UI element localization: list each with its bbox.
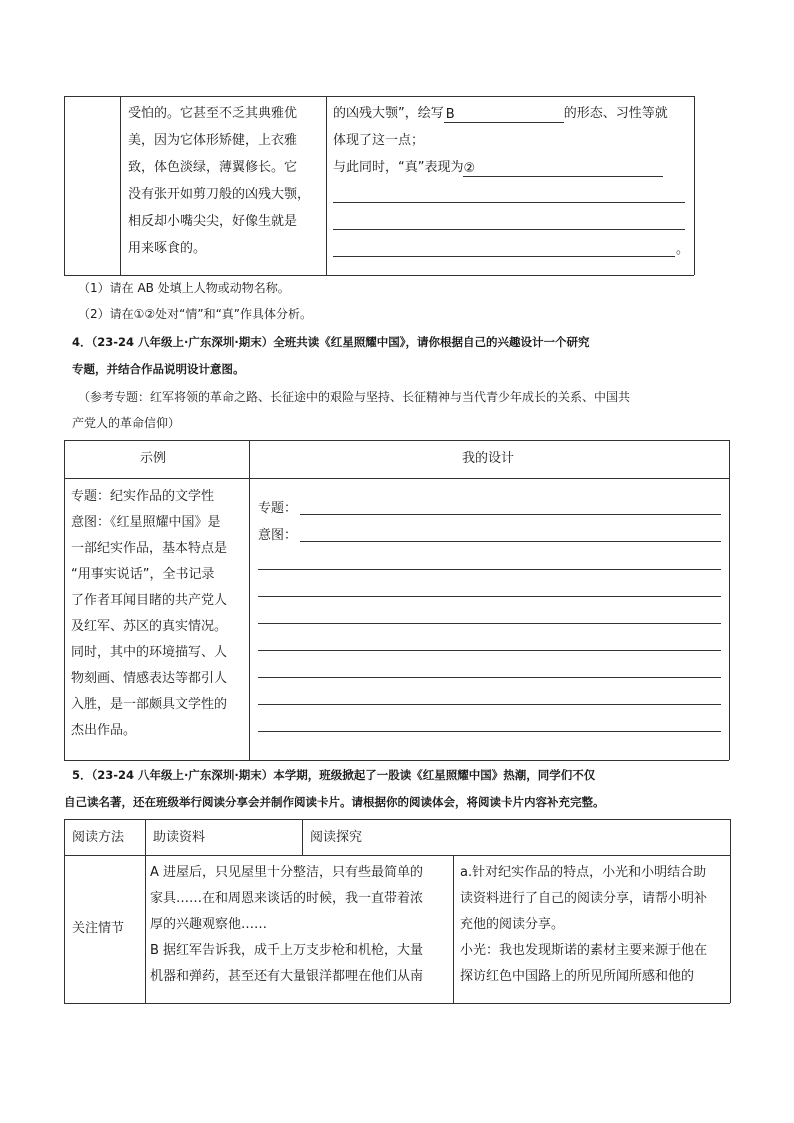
question-4-title: 4．（23-24 八年级上·广东深圳·期末）全班共读《红星照耀中国》，请你根据自己的兴趣设计一个研究 xyxy=(72,335,590,349)
sub-question-1: （1）请在 AB 处填上人物或动物名称。 xyxy=(78,281,290,295)
material-line: 厚的兴趣观察他…… xyxy=(150,917,268,932)
analysis-text: 的凶残大颚”，绘写 xyxy=(333,106,444,121)
example-line: 同时，其中的环境描写、人 xyxy=(71,645,228,660)
explore-line: 小光：我也发现斯诺的素材主要来源于他在 xyxy=(460,943,708,958)
example-line: “用事实说话”，全书记录 xyxy=(71,567,215,582)
header-reading-material: 助读资料 xyxy=(153,830,206,845)
question-4-title-cont: 专题，并结合作品说明设计意图。 xyxy=(72,362,245,376)
answer-line[interactable] xyxy=(258,731,721,732)
passage-line: 受怕的。它甚至不乏其典雅优 xyxy=(128,106,298,121)
design-intent-label: 意图： xyxy=(258,528,298,543)
passage-line: 用来啄食的。 xyxy=(128,241,207,256)
passage-line: 美，因为它体形矫健，上衣雅 xyxy=(128,133,298,148)
design-intent-line[interactable] xyxy=(300,541,721,542)
header-my-design: 我的设计 xyxy=(462,451,515,466)
design-topic-label: 专题： xyxy=(258,501,298,516)
design-topic-line[interactable] xyxy=(300,514,721,515)
example-line: 物刻画、情感表达等都引人 xyxy=(71,671,228,686)
explore-line: a.针对纪实作品的特点，小光和小明结合助 xyxy=(460,865,707,880)
reading-material-text xyxy=(150,860,450,990)
answer-line[interactable] xyxy=(333,256,675,257)
material-line: B 据红军告诉我，成千上万支步枪和机枪，大量 xyxy=(150,943,424,958)
material-line: A 进屋后，只见屋里十分整洁，只有些最简单的 xyxy=(150,865,424,880)
example-line: 一部纪实作品，基本特点是 xyxy=(71,541,228,556)
question-5-title: 5．（23-24 八年级上·广东深圳·期末）本学期，班级掀起了一股读《红星照耀中国》热潮，同学们不仅 xyxy=(72,768,596,782)
answer-line[interactable] xyxy=(258,596,721,597)
example-line: 了作者耳闻目睹的共产党人 xyxy=(71,593,228,608)
explore-line: 探访红色中国路上的所见所闻所感和他的 xyxy=(460,969,695,984)
example-line: 意图：《红星照耀中国》是 xyxy=(71,515,221,530)
answer-line[interactable] xyxy=(258,650,721,651)
explore-line: 充他的阅读分享。 xyxy=(460,917,565,932)
analysis-text: 的形态、习性等就 xyxy=(563,106,668,121)
example-line: 及红军、苏区的真实情况。 xyxy=(71,619,228,634)
blank-b[interactable]: B xyxy=(444,106,564,123)
reference-topics: （参考专题：红军将领的革命之路、长征途中的艰险与坚持、长征精神与当代青少年成长的关系、中国共 xyxy=(78,390,631,404)
analysis-text: 与此同时，“真”表现为 xyxy=(333,160,464,175)
material-line: 机器和弹药，甚至还有大量银洋都哩在他们从南 xyxy=(150,969,424,984)
sub-question-2: （2）请在①②处对“情”和“真”作具体分析。 xyxy=(78,307,313,321)
header-reading-explore: 阅读探究 xyxy=(310,830,363,845)
example-text xyxy=(71,484,247,744)
answer-line[interactable] xyxy=(258,677,721,678)
explore-line: 读资料进行了自己的阅读分享，请帮小明补 xyxy=(460,891,708,906)
analysis-text: 体现了这一点； xyxy=(333,133,425,148)
answer-line[interactable] xyxy=(258,704,721,705)
passage-line: 相反却小嘴尖尖，好像生就是 xyxy=(128,214,298,229)
reference-topics-cont: 产党人的革命信仰） xyxy=(72,416,181,430)
answer-line[interactable] xyxy=(333,202,685,203)
example-line: 专题：纪实作品的文学性 xyxy=(71,489,215,504)
example-line: 杰出作品。 xyxy=(71,723,137,738)
answer-line[interactable] xyxy=(258,623,721,624)
passage-line: 没有张开如剪刀般的凶残大颚， xyxy=(128,187,311,202)
question-5-title-cont: 自己读名著，还在班级举行阅读分享会并制作阅读卡片。请根据你的阅读体会，将阅读卡片内容补充完整。 xyxy=(64,795,605,809)
header-example: 示例 xyxy=(140,451,167,466)
material-line: 家具……在和周恩来谈话的时候，我一直带着浓 xyxy=(150,891,424,906)
reading-method: 关注情节 xyxy=(72,921,125,936)
header-reading-method: 阅读方法 xyxy=(72,830,125,845)
reading-explore-text xyxy=(460,860,728,990)
answer-line[interactable] xyxy=(258,569,721,570)
passage-text xyxy=(128,100,320,262)
example-line: 入胜，是一部颇具文学性的 xyxy=(71,697,228,712)
answer-line[interactable] xyxy=(333,229,685,230)
period-mark: 。 xyxy=(676,242,690,257)
passage-line: 致，体色淡绿，薄翼修长。它 xyxy=(128,160,298,175)
blank-2[interactable]: ② xyxy=(463,160,663,177)
